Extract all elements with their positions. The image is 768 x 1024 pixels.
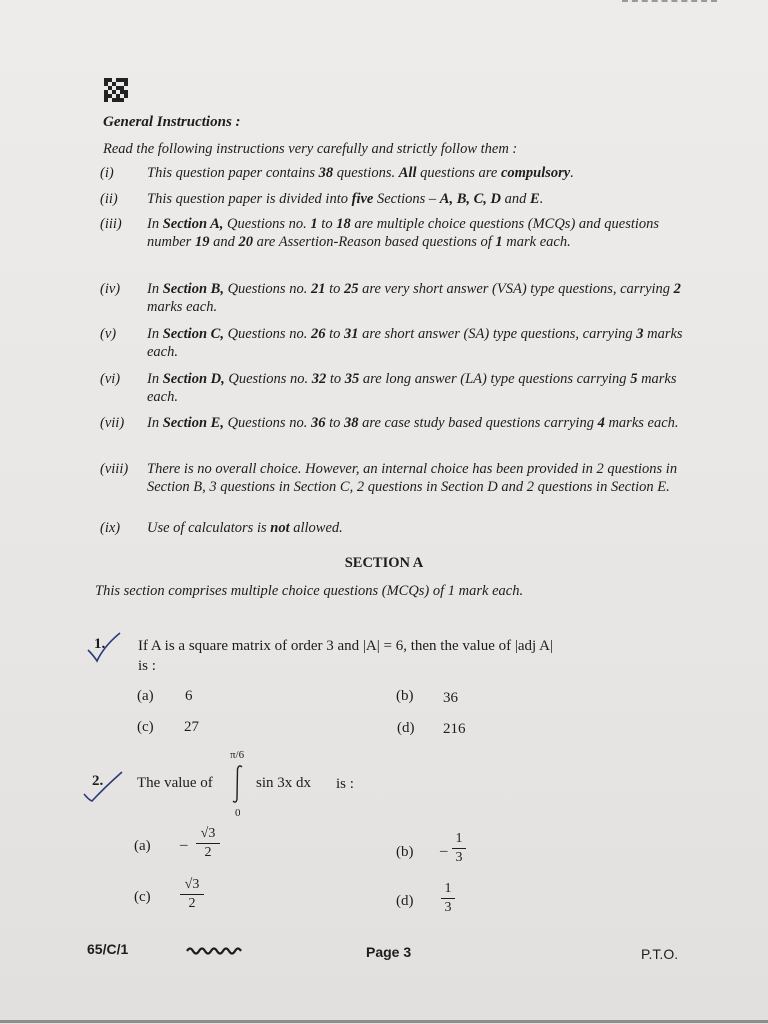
- q1-option-b-label: (b): [396, 688, 414, 704]
- q1-option-c-label: (c): [137, 719, 154, 735]
- question-2-text-after: is :: [336, 776, 354, 792]
- general-instructions-intro: Read the following instructions very carefully and strictly follow them :: [103, 141, 518, 157]
- fraction-numerator: √3: [200, 826, 216, 841]
- instruction-text: There is no overall choice. However, an internal choice has been provided in 2 questions in Section B, 3 questions in Section C, 2 questions in Section D and 2 questions in Section E.: [147, 461, 678, 495]
- instruction-number: (v): [100, 326, 117, 342]
- integrand: sin 3x dx: [256, 775, 312, 791]
- q2-option-b-sign: –: [440, 843, 448, 859]
- fraction-denominator: 2: [188, 896, 196, 911]
- question-1-number: 1.: [94, 636, 106, 652]
- integral-upper-limit: π/6: [230, 749, 245, 761]
- q1-option-a-label: (a): [137, 688, 154, 704]
- paper-code: 65/C/1: [87, 941, 129, 957]
- page-number: Page 3: [366, 944, 412, 960]
- fraction-numerator: 1: [455, 831, 463, 846]
- question-1-text-line2: is :: [138, 658, 156, 674]
- q2-option-c-fraction: [180, 877, 204, 912]
- fraction-numerator: √3: [184, 877, 200, 892]
- q2-option-d-fraction: [441, 881, 455, 916]
- fraction-denominator: 2: [204, 845, 212, 860]
- q1-option-c-value: 27: [184, 719, 199, 735]
- instruction-number: (i): [100, 165, 114, 181]
- instruction-number: (viii): [100, 461, 129, 477]
- instruction-number: (vi): [100, 371, 121, 387]
- integral-lower-limit: 0: [235, 807, 241, 819]
- integral-sign-icon: [230, 764, 246, 804]
- instruction-text: In Section C, Questions no. 26 to 31 are short answer (SA) type questions, carrying 3 marks each.: [147, 326, 683, 360]
- q2-option-a-fraction: [196, 826, 220, 861]
- q1-option-b-value: 36: [443, 690, 458, 706]
- question-2-text-before: The value of: [137, 775, 213, 791]
- fraction-denominator: 3: [455, 850, 463, 865]
- instruction-text: In Section A, Questions no. 1 to 18 are multiple choice questions (MCQs) and questions number 19 and 20 are Assertion-Reason based questions of 1 mark each.: [147, 216, 660, 250]
- instruction-text: In Section D, Questions no. 32 to 35 are long answer (LA) type questions carrying 5 marks each.: [147, 371, 677, 405]
- fraction-numerator: 1: [444, 881, 452, 896]
- instruction-text: Use of calculators is not allowed.: [147, 520, 343, 536]
- q2-option-d-label: (d): [396, 893, 414, 909]
- question-2-number: 2.: [92, 773, 104, 789]
- q2-option-a-label: (a): [134, 838, 151, 854]
- q1-option-d-label: (d): [397, 720, 415, 736]
- instruction-text: This question paper is divided into five Sections – A, B, C, D and E.: [147, 191, 544, 207]
- q2-option-b-fraction: [452, 831, 466, 866]
- bottom-edge-shadow: [0, 1020, 768, 1023]
- fraction-bar: [180, 894, 204, 895]
- fraction-bar: [441, 898, 455, 899]
- instruction-text: In Section E, Questions no. 36 to 38 are case study based questions carrying 4 marks each.: [147, 415, 679, 431]
- q1-option-d-value: 216: [443, 721, 466, 737]
- instruction-number: (iii): [100, 216, 122, 232]
- fraction-denominator: 3: [444, 900, 452, 915]
- section-a-heading: SECTION A: [344, 555, 424, 571]
- qr-code-icon: [104, 78, 128, 102]
- general-instructions-title: General Instructions :: [103, 114, 241, 130]
- instruction-number: (vii): [100, 415, 125, 431]
- fraction-bar: [196, 843, 220, 844]
- please-turn-over: P.T.O.: [641, 946, 679, 962]
- instruction-number: (ix): [100, 520, 121, 536]
- instruction-number: (ii): [100, 191, 118, 207]
- q1-option-a-value: 6: [185, 688, 193, 704]
- question-1-text-line1: If A is a square matrix of order 3 and |A| = 6, then the value of |adj A|: [138, 638, 553, 654]
- instruction-text: This question paper contains 38 questions. All questions are compulsory.: [147, 165, 574, 181]
- q2-option-c-label: (c): [134, 889, 151, 905]
- section-a-description: This section comprises multiple choice questions (MCQs) of 1 mark each.: [95, 583, 524, 599]
- instruction-text: In Section B, Questions no. 21 to 25 are very short answer (VSA) type questions, carrying 2 marks each.: [147, 281, 681, 315]
- q2-option-b-label: (b): [396, 844, 414, 860]
- q2-option-a-sign: –: [180, 837, 188, 853]
- wavy-line-icon: [186, 945, 246, 957]
- top-edge-mark: [622, 0, 717, 5]
- instruction-number: (iv): [100, 281, 121, 297]
- fraction-bar: [452, 848, 466, 849]
